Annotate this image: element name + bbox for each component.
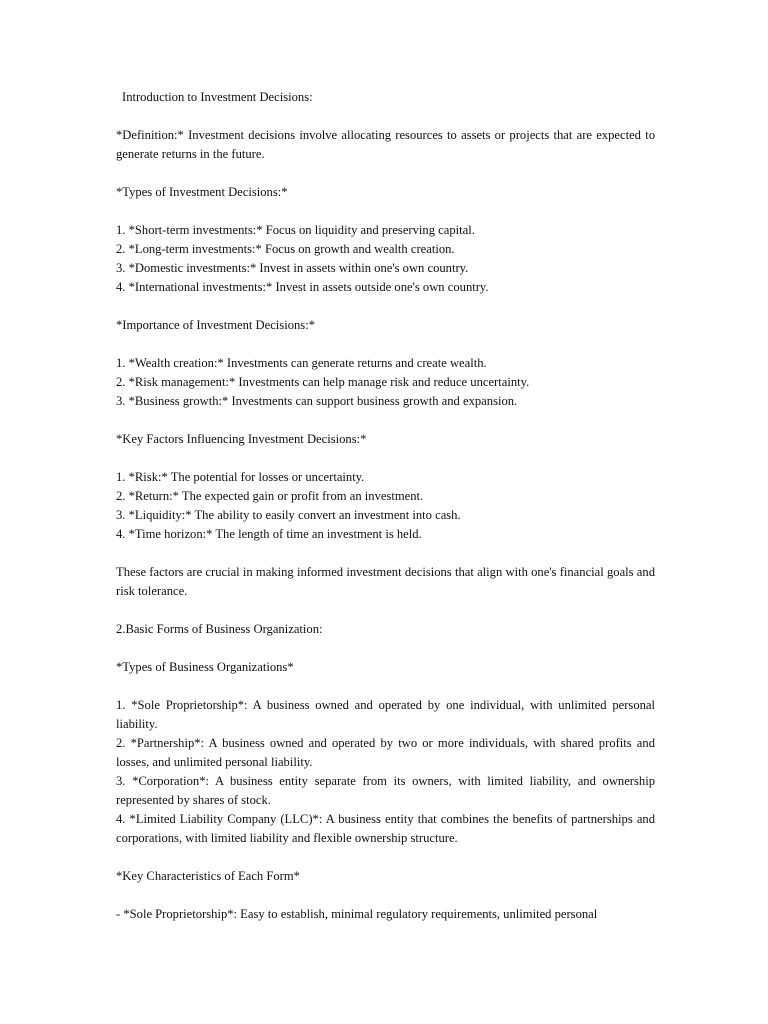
document-body bbox=[116, 88, 655, 924]
list-item: 1. *Sole Proprietorship*: A business owned and operated by one individual, with unlimited personal liability. bbox=[116, 698, 655, 731]
list-item: 1. *Risk:* The potential for losses or uncertainty. bbox=[116, 470, 365, 484]
list-item: 2. *Return:* The expected gain or profit from an investment. bbox=[116, 489, 424, 503]
types-heading: *Types of Investment Decisions:* bbox=[116, 185, 288, 199]
list-item: 3. *Liquidity:* The ability to easily convert an investment into cash. bbox=[116, 508, 461, 522]
list-item: 4. *Time horizon:* The length of time an investment is held. bbox=[116, 527, 422, 541]
importance-heading: *Importance of Investment Decisions:* bbox=[116, 318, 315, 332]
list-item: 1. *Short-term investments:* Focus on liquidity and preserving capital. bbox=[116, 223, 475, 237]
list-item: 3. *Domestic investments:* Invest in assets within one's own country. bbox=[116, 261, 469, 275]
factors-summary-paragraph: These factors are crucial in making informed investment decisions that align with one's financial goals and risk tolerance. bbox=[116, 565, 655, 598]
section-title: Introduction to Investment Decisions: bbox=[122, 90, 313, 104]
section-2-title: 2.Basic Forms of Business Organization: bbox=[116, 622, 323, 636]
list-item: 2. *Long-term investments:* Focus on growth and wealth creation. bbox=[116, 242, 455, 256]
list-item: 4. *International investments:* Invest in assets outside one's own country. bbox=[116, 280, 489, 294]
list-item: 4. *Limited Liability Company (LLC)*: A business entity that combines the benefits of partnerships and corporations, with limited liability and flexible ownership structure. bbox=[116, 812, 655, 845]
list-item: 2. *Risk management:* Investments can help manage risk and reduce uncertainty. bbox=[116, 375, 530, 389]
org-types-heading: *Types of Business Organizations* bbox=[116, 660, 294, 674]
list-item: 3. *Corporation*: A business entity separate from its owners, with limited liability, and ownership represented by shares of stock. bbox=[116, 774, 655, 807]
list-item: - *Sole Proprietorship*: Easy to establish, minimal regulatory requirements, unlimited personal bbox=[116, 907, 598, 921]
list-item: 1. *Wealth creation:* Investments can generate returns and create wealth. bbox=[116, 356, 487, 370]
list-item: 3. *Business growth:* Investments can support business growth and expansion. bbox=[116, 394, 518, 408]
factors-heading: *Key Factors Influencing Investment Decisions:* bbox=[116, 432, 367, 446]
characteristics-heading: *Key Characteristics of Each Form* bbox=[116, 869, 300, 883]
definition-paragraph: *Definition:* Investment decisions involve allocating resources to assets or projects that are expected to generate returns in the future. bbox=[116, 128, 655, 161]
list-item: 2. *Partnership*: A business owned and operated by two or more individuals, with shared profits and losses, and unlimited personal liability. bbox=[116, 736, 655, 769]
